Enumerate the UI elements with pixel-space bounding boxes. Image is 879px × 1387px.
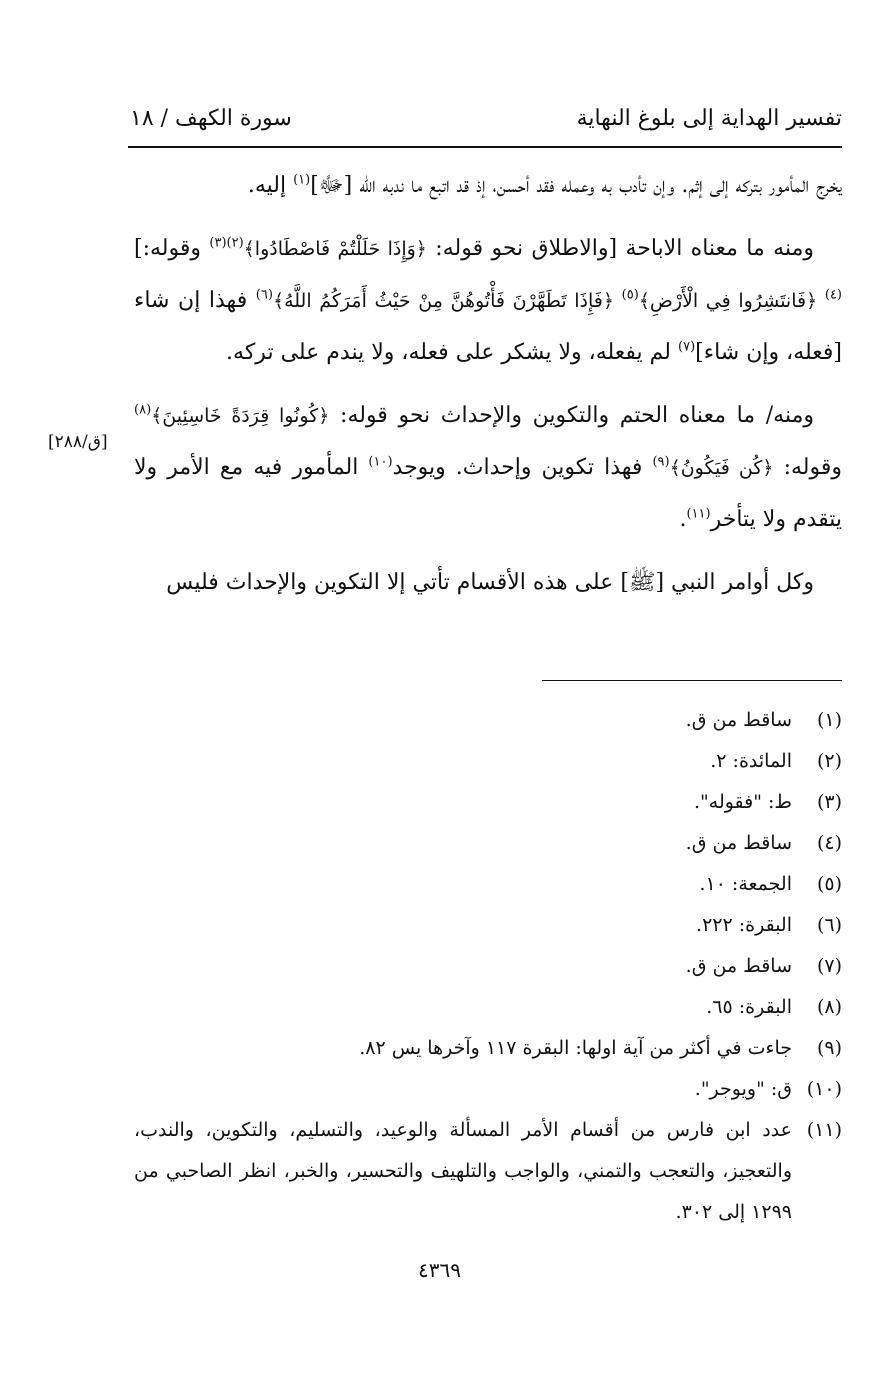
paragraph-3: [134, 390, 842, 545]
surah-label: سورة الكهف / ١٨: [130, 106, 292, 131]
footnote-number: (٦): [816, 914, 842, 936]
footnote-ref-6: (٦): [255, 287, 273, 303]
quran-verse: ﴿كُونُوا قِرَدَةً خَاسِئِينَ﴾: [151, 405, 330, 427]
footnote-item: [134, 782, 842, 823]
footnote-text: الجمعة: ١٠.: [699, 873, 792, 895]
footnote-ref-11: (١١): [686, 506, 711, 522]
footnote-text: جاءت في أكثر من آية اولها: البقرة ١١٧ وآخرها يس ٨٢.: [359, 1037, 792, 1059]
footnote-number: (٢): [816, 750, 842, 772]
footnote-number: (٣): [816, 791, 842, 813]
footnote-number: (١): [816, 709, 842, 731]
footnote-ref-2: (٢): [226, 235, 244, 251]
manuscript-folio-ref: [ق/٢٨٨]: [48, 432, 108, 452]
paragraph-2: [134, 223, 842, 378]
paragraph-3-text-d: المأمور فيه مع الأمر ولا يتقدم ولا يتأخر: [134, 455, 842, 532]
paragraph-2-text-c: فهذا إن شاء [فعله، وإن شاء]: [134, 288, 842, 365]
paragraph-3-text-a: ومنه/ ما معناه الحتم والتكوين والإحداث نحو قوله:: [329, 403, 814, 428]
footnote-item: [134, 864, 842, 905]
footnote-number: (٥): [816, 873, 842, 895]
footnote-item: [134, 905, 842, 946]
footnote-item: [134, 700, 842, 741]
footnotes: [134, 700, 842, 1233]
page-number: ٤٣٦٩: [418, 1258, 461, 1282]
footnote-text: البقرة: ٦٥.: [706, 996, 792, 1018]
footnote-item: [134, 1069, 842, 1110]
footnote-item: [134, 987, 842, 1028]
footnote-ref-3: (٣): [209, 235, 227, 251]
paragraph-4: وكل أوامر النبي [ﷺ] على هذه الأقسام تأتي إلا التكوين والإحداث فليس: [166, 570, 814, 595]
footnote-text: المائدة: ٢.: [710, 750, 792, 772]
quran-verse: ﴿وَإِذَا حَلَلْتُمْ فَاصْطَادُوا﴾: [243, 238, 427, 260]
main-text: [134, 160, 842, 620]
footnote-text: ساقط من ق.: [685, 955, 792, 977]
footnote-ref-10: (١٠): [368, 454, 393, 470]
footnote-item: [134, 741, 842, 782]
footnote-item: [134, 1028, 842, 1069]
footnote-rule: [542, 680, 842, 681]
footnote-number: (١١): [806, 1119, 842, 1141]
paragraph-2-text-b: وقوله:]: [134, 236, 210, 261]
footnote-text: ساقط من ق.: [685, 709, 792, 731]
quran-verse: ﴿فَإِذَا تَطَهَّرْنَ فَأْتُوهُنَّ مِنْ حَيْثُ أَمَرَكُمُ اللَّهُ﴾: [272, 290, 622, 312]
paragraph-1-end: إليه.: [247, 173, 294, 198]
footnote-number: (٩): [816, 1037, 842, 1059]
paragraph-2-text-d: لم يفعله، ولا يشكر على فعله، ولا يندم على تركه.: [226, 340, 679, 365]
footnote-ref-9: (٩): [652, 454, 670, 470]
footnote-number: (٨): [816, 996, 842, 1018]
footnote-text: ساقط من ق.: [685, 832, 792, 854]
footnote-ref-5: (٥): [621, 287, 639, 303]
footnote-ref-7: (٧): [678, 339, 696, 355]
footnote-text: عدد ابن فارس من أقسام الأمر المسألة والوعيد، والتسليم، والتكوين، والندب، والتعجيز، والتعجب والتمني، والواجب والتلهيف والتحسير، والخبر، انظر الصاحبي من ١٢٩٩ إلى ٣٠٢.: [134, 1119, 792, 1223]
paragraph-2-text-a: ومنه ما معناه الاباحة [والاطلاق نحو قوله:: [426, 236, 814, 261]
footnote-item: [134, 823, 842, 864]
footnote-text: ط: "فقوله".: [693, 791, 792, 813]
paragraph-3-text-e: .: [679, 507, 687, 532]
paragraph-1-text: يخرج المأمور بتركه إلى إثم. وإن تأدب به وعمله فقد أحسن، إذ قد اتبع ما ندبه الله [ﷻ]: [310, 173, 842, 198]
footnote-item: [134, 1110, 842, 1233]
footnote-ref-1: (١): [293, 172, 311, 188]
footnote-number: (١٠): [806, 1078, 842, 1100]
footnote-number: (٧): [816, 955, 842, 977]
paragraph-3-text-b: وقوله:: [773, 455, 842, 480]
footnote-ref-8: (٨): [134, 402, 152, 418]
footnote-item: [134, 946, 842, 987]
quran-verse: ﴿فَانتَشِرُوا فِي الْأَرْضِ﴾: [638, 290, 825, 312]
footnote-text: البقرة: ٢٢٢.: [696, 914, 792, 936]
footnote-text: ق: "ويوجر".: [694, 1078, 792, 1100]
running-header: [130, 98, 842, 138]
book-title: تفسير الهداية إلى بلوغ النهاية: [576, 106, 842, 131]
footnote-ref-4: (٤): [824, 287, 842, 303]
quran-verse: ﴿كُن فَيَكُونُ﴾: [669, 457, 774, 479]
paragraph-3-text-c: فهذا تكوين وإحداث. ويوجد: [392, 455, 653, 480]
header-rule: [128, 146, 842, 148]
footnote-number: (٤): [816, 832, 842, 854]
paragraph-1: [134, 160, 842, 211]
